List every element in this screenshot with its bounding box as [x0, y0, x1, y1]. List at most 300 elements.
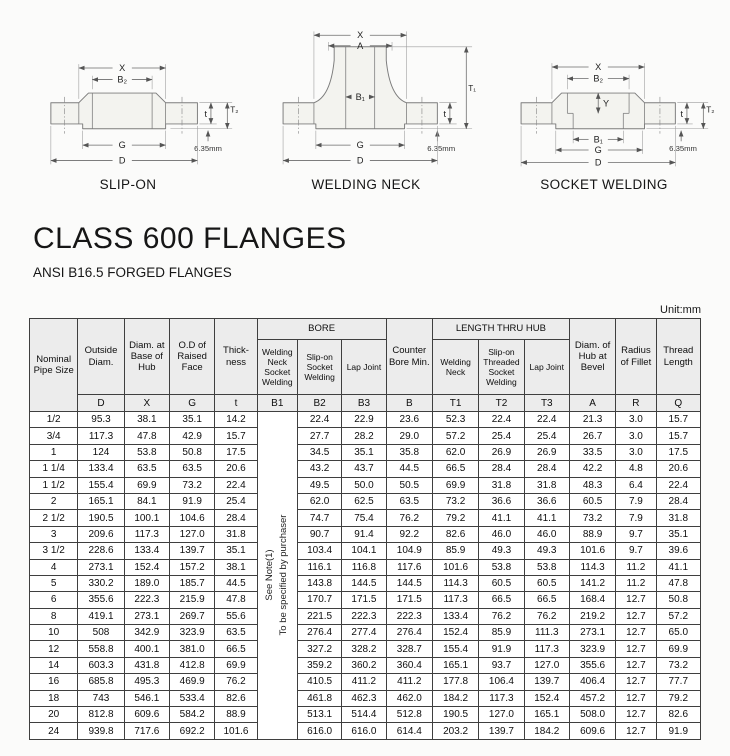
- figure-welding-neck: [248, 14, 484, 192]
- table-cell: 26.9: [479, 444, 524, 460]
- dim-label-b1: B₁: [355, 91, 365, 102]
- table-cell: 26.7: [569, 428, 615, 444]
- table-cell: 431.8: [124, 657, 169, 673]
- slip-on-diagram: [16, 14, 240, 176]
- table-cell: 50.5: [386, 477, 432, 493]
- table-cell: 28.4: [479, 461, 524, 477]
- table-cell: 114.3: [569, 559, 615, 575]
- table-cell: 462.3: [342, 690, 386, 706]
- table-cell: 165.1: [78, 493, 124, 509]
- table-row: [30, 641, 701, 657]
- table-cell: 12: [30, 641, 78, 657]
- table-cell: 273.1: [124, 608, 169, 624]
- table-cell: 457.2: [569, 690, 615, 706]
- table-cell: 124: [78, 444, 124, 460]
- table-cell: 47.8: [656, 575, 700, 591]
- table-cell: 69.9: [656, 641, 700, 657]
- table-cell: 42.2: [569, 461, 615, 477]
- table-cell: 219.2: [569, 608, 615, 624]
- table-cell: 15.7: [656, 412, 700, 428]
- table-cell: 327.2: [297, 641, 341, 657]
- table-row: [30, 444, 701, 460]
- table-cell: 35.1: [170, 412, 215, 428]
- header-diam-hub-bevel: Diam. of Hub at Bevel: [569, 319, 615, 395]
- table-cell: 410.5: [297, 674, 341, 690]
- table-cell: 4.8: [616, 461, 656, 477]
- table-cell: 57.2: [656, 608, 700, 624]
- table-cell: 171.5: [386, 592, 432, 608]
- table-cell: 76.2: [524, 608, 569, 624]
- header-nominal: Nominal Pipe Size: [30, 319, 78, 412]
- table-cell: 22.9: [342, 412, 386, 428]
- table-cell: 34.5: [297, 444, 341, 460]
- table-row: [30, 477, 701, 493]
- table-cell: 27.7: [297, 428, 341, 444]
- table-cell: 411.2: [386, 674, 432, 690]
- table-cell: 12.7: [616, 641, 656, 657]
- table-cell: 381.0: [170, 641, 215, 657]
- table-cell: 62.5: [342, 493, 386, 509]
- table-cell: 16: [30, 674, 78, 690]
- table-cell: 42.9: [170, 428, 215, 444]
- header-counter-bore: Counter Bore Min.: [386, 319, 432, 395]
- table-cell: 103.4: [297, 543, 341, 559]
- table-cell: 104.6: [170, 510, 215, 526]
- table-cell: 215.9: [170, 592, 215, 608]
- table-cell: 514.4: [342, 707, 386, 723]
- table-cell: 614.4: [386, 723, 432, 739]
- dim-label-note: 6.35mm: [669, 143, 697, 153]
- table-cell: 17.5: [656, 444, 700, 460]
- table-cell: 603.3: [78, 657, 124, 673]
- table-cell: 50.0: [342, 477, 386, 493]
- table-cell: 38.1: [215, 559, 257, 575]
- table-cell: 222.3: [342, 608, 386, 624]
- table-cell: 11.2: [616, 575, 656, 591]
- table-cell: 469.9: [170, 674, 215, 690]
- table-cell: 7.9: [616, 510, 656, 526]
- table-cell: 31.8: [524, 477, 569, 493]
- header-group-length-thru-hub: LENGTH THRU HUB: [432, 319, 569, 340]
- table-cell: 165.1: [524, 707, 569, 723]
- table-cell: 62.0: [297, 493, 341, 509]
- table-cell: 28.4: [656, 493, 700, 509]
- dim-label-y: Y: [603, 98, 610, 109]
- table-cell: 1 1/2: [30, 477, 78, 493]
- table-cell: 222.3: [124, 592, 169, 608]
- table-cell: 269.7: [170, 608, 215, 624]
- table-cell: 9.7: [616, 526, 656, 542]
- table-cell: 1 1/4: [30, 461, 78, 477]
- table-cell: 152.4: [124, 559, 169, 575]
- table-cell: 41.1: [479, 510, 524, 526]
- header-bore-lap-joint: Lap Joint: [342, 340, 386, 395]
- table-cell: 411.2: [342, 674, 386, 690]
- table-cell: 73.2: [569, 510, 615, 526]
- table-cell: 31.8: [215, 526, 257, 542]
- table-row: [30, 428, 701, 444]
- table-cell: 117.3: [479, 690, 524, 706]
- table-cell: 41.1: [524, 510, 569, 526]
- table-cell: 184.2: [524, 723, 569, 739]
- table-cell: 360.4: [386, 657, 432, 673]
- table-cell: 22.4: [479, 412, 524, 428]
- table-cell: 117.3: [432, 592, 478, 608]
- table-cell: 127.0: [170, 526, 215, 542]
- dim-label-a: A: [357, 41, 364, 52]
- table-cell: 609.6: [569, 723, 615, 739]
- table-cell: 44.5: [215, 575, 257, 591]
- table-cell: 101.6: [569, 543, 615, 559]
- unit-label: Unit:mm: [660, 304, 701, 316]
- table-cell: 508.0: [569, 707, 615, 723]
- table-cell: 48.3: [569, 477, 615, 493]
- table-cell: 139.7: [479, 723, 524, 739]
- table-cell: 508: [78, 625, 124, 641]
- table-cell: 419.1: [78, 608, 124, 624]
- table-cell: 76.2: [215, 674, 257, 690]
- table-cell: 276.4: [386, 625, 432, 641]
- table-cell: 63.5: [386, 493, 432, 509]
- table-cell: 168.4: [569, 592, 615, 608]
- table-body: [30, 412, 701, 740]
- table-cell: 88.9: [215, 707, 257, 723]
- table-cell: 3: [30, 526, 78, 542]
- table-cell: 33.5: [569, 444, 615, 460]
- table-cell: 139.7: [170, 543, 215, 559]
- table-cell: 3.0: [616, 444, 656, 460]
- table-row: [30, 723, 701, 739]
- table-cell: 328.2: [342, 641, 386, 657]
- table-cell: 222.3: [386, 608, 432, 624]
- symbol-cell: B: [386, 395, 432, 412]
- table-cell: 355.6: [569, 657, 615, 673]
- diagrams-section: [0, 0, 730, 192]
- table-row: [30, 707, 701, 723]
- table-cell: 18: [30, 690, 78, 706]
- table-row: [30, 592, 701, 608]
- table-cell: 60.5: [569, 493, 615, 509]
- table-cell: 3 1/2: [30, 543, 78, 559]
- table-cell: 355.6: [78, 592, 124, 608]
- table-cell: 170.7: [297, 592, 341, 608]
- table-cell: 276.4: [297, 625, 341, 641]
- table-cell: 91.4: [342, 526, 386, 542]
- table-cell: 152.4: [432, 625, 478, 641]
- table-cell: 28.4: [215, 510, 257, 526]
- table-cell: 12.7: [616, 707, 656, 723]
- table-cell: 66.5: [432, 461, 478, 477]
- table-row: [30, 674, 701, 690]
- symbol-cell: Q: [656, 395, 700, 412]
- b1-note-cell: [257, 412, 297, 740]
- table-cell: 117.3: [124, 526, 169, 542]
- table-cell: 25.4: [524, 428, 569, 444]
- table-cell: 35.1: [342, 444, 386, 460]
- symbol-cell: G: [170, 395, 215, 412]
- table-cell: 35.1: [215, 543, 257, 559]
- diagram-caption: WELDING NECK: [311, 177, 421, 192]
- dim-label-t: t: [204, 109, 208, 120]
- table-cell: 23.6: [386, 412, 432, 428]
- table-cell: 35.8: [386, 444, 432, 460]
- table-cell: 29.0: [386, 428, 432, 444]
- table-cell: 14: [30, 657, 78, 673]
- table-cell: 3/4: [30, 428, 78, 444]
- table-cell: 400.1: [124, 641, 169, 657]
- table-cell: 717.6: [124, 723, 169, 739]
- table-cell: 44.5: [386, 461, 432, 477]
- table-cell: 692.2: [170, 723, 215, 739]
- table-cell: 36.6: [524, 493, 569, 509]
- table-cell: 57.2: [432, 428, 478, 444]
- table-row: [30, 657, 701, 673]
- table-cell: 93.7: [479, 657, 524, 673]
- header-radius-fillet: Radius of Fillet: [616, 319, 656, 395]
- table-cell: 328.7: [386, 641, 432, 657]
- dim-label-g: G: [356, 140, 364, 151]
- table-cell: 177.8: [432, 674, 478, 690]
- table-cell: 25.4: [215, 493, 257, 509]
- table-cell: 69.9: [432, 477, 478, 493]
- table-cell: 3.0: [616, 428, 656, 444]
- table-cell: 63.5: [215, 625, 257, 641]
- table-cell: 43.2: [297, 461, 341, 477]
- table-cell: 359.2: [297, 657, 341, 673]
- dim-label-d: D: [356, 155, 364, 166]
- table-cell: 144.5: [386, 575, 432, 591]
- b1-note-line2: To be specified by purchaser: [278, 514, 290, 636]
- table-cell: 143.8: [297, 575, 341, 591]
- table-row: [30, 412, 701, 428]
- page-title: CLASS 600 FLANGES: [33, 222, 347, 255]
- table-cell: 20.6: [656, 461, 700, 477]
- table-cell: 513.1: [297, 707, 341, 723]
- table-cell: 46.0: [524, 526, 569, 542]
- header-bore-slip-on: Slip-on Socket Welding: [297, 340, 341, 395]
- table-cell: 273.1: [569, 625, 615, 641]
- table-cell: 49.3: [524, 543, 569, 559]
- table-cell: 12.7: [616, 608, 656, 624]
- table-cell: 155.4: [78, 477, 124, 493]
- table-cell: 60.5: [524, 575, 569, 591]
- table-cell: 43.7: [342, 461, 386, 477]
- table-cell: 189.0: [124, 575, 169, 591]
- table-cell: 139.7: [524, 674, 569, 690]
- table-cell: 47.8: [124, 428, 169, 444]
- table-cell: 533.4: [170, 690, 215, 706]
- table-cell: 203.2: [432, 723, 478, 739]
- table-cell: 92.2: [386, 526, 432, 542]
- table-cell: 52.3: [432, 412, 478, 428]
- table-cell: 461.8: [297, 690, 341, 706]
- table-cell: 277.4: [342, 625, 386, 641]
- header-diam-base-hub: Diam. at Base of Hub: [124, 319, 169, 395]
- table-cell: 26.9: [524, 444, 569, 460]
- table-cell: 3.0: [616, 412, 656, 428]
- table-cell: 49.3: [479, 543, 524, 559]
- table-cell: 558.8: [78, 641, 124, 657]
- table-cell: 6.4: [616, 477, 656, 493]
- table-cell: 584.2: [170, 707, 215, 723]
- table-cell: 127.0: [524, 657, 569, 673]
- table-cell: 65.0: [656, 625, 700, 641]
- dim-label-t: t: [443, 109, 447, 120]
- table-cell: 609.6: [124, 707, 169, 723]
- table-cell: 1/2: [30, 412, 78, 428]
- diagram-caption: SLIP-ON: [99, 177, 157, 192]
- symbol-cell: D: [78, 395, 124, 412]
- table-cell: 85.9: [432, 543, 478, 559]
- table-cell: 91.9: [170, 493, 215, 509]
- table-cell: 743: [78, 690, 124, 706]
- symbol-cell: T3: [524, 395, 569, 412]
- table-cell: 53.8: [524, 559, 569, 575]
- table-cell: 616.0: [297, 723, 341, 739]
- table-cell: 185.7: [170, 575, 215, 591]
- table-row: [30, 493, 701, 509]
- table-cell: 114.3: [432, 575, 478, 591]
- table-cell: 323.9: [569, 641, 615, 657]
- table-cell: 101.6: [432, 559, 478, 575]
- table-cell: 82.6: [432, 526, 478, 542]
- table-cell: 939.8: [78, 723, 124, 739]
- dim-label-g: G: [118, 140, 126, 151]
- table-cell: 85.9: [479, 625, 524, 641]
- table-cell: 79.2: [656, 690, 700, 706]
- symbol-cell: B3: [342, 395, 386, 412]
- flange-dimensions-table: [29, 318, 701, 740]
- dim-label-T2: T₂: [230, 105, 239, 115]
- table-cell: 1: [30, 444, 78, 460]
- table-cell: 10: [30, 625, 78, 641]
- table-cell: 190.5: [78, 510, 124, 526]
- table-cell: 55.6: [215, 608, 257, 624]
- table-cell: 127.0: [479, 707, 524, 723]
- table-row: [30, 526, 701, 542]
- header-thread-length: Thread Length: [656, 319, 700, 395]
- dim-label-x: X: [357, 30, 364, 41]
- dim-label-x: X: [595, 61, 602, 72]
- symbol-cell: R: [616, 395, 656, 412]
- table-cell: 49.5: [297, 477, 341, 493]
- title-block: [33, 222, 730, 280]
- table-cell: 15.7: [215, 428, 257, 444]
- table-cell: 22.4: [297, 412, 341, 428]
- header-lth-welding-neck: Welding Neck: [432, 340, 478, 395]
- header-bore-welding-neck: Welding Neck Socket Welding: [257, 340, 297, 395]
- dim-label-b2: B₂: [593, 73, 604, 84]
- table-cell: 12.7: [616, 625, 656, 641]
- symbol-cell: T1: [432, 395, 478, 412]
- table-cell: 100.1: [124, 510, 169, 526]
- table-cell: 73.2: [170, 477, 215, 493]
- table-row: [30, 575, 701, 591]
- header-lth-lap-joint: Lap Joint: [524, 340, 569, 395]
- table-cell: 117.6: [386, 559, 432, 575]
- dim-label-x: X: [119, 62, 126, 73]
- table-cell: 77.7: [656, 674, 700, 690]
- table-cell: 116.1: [297, 559, 341, 575]
- table-cell: 84.1: [124, 493, 169, 509]
- table-cell: 53.8: [479, 559, 524, 575]
- table-cell: 104.1: [342, 543, 386, 559]
- table-cell: 66.5: [215, 641, 257, 657]
- table-cell: 5: [30, 575, 78, 591]
- welding-neck-diagram: [254, 14, 478, 176]
- symbol-cell: T2: [479, 395, 524, 412]
- table-cell: 46.0: [479, 526, 524, 542]
- table-cell: 75.4: [342, 510, 386, 526]
- table-cell: 35.1: [656, 526, 700, 542]
- table-cell: 15.7: [656, 428, 700, 444]
- table-cell: 91.9: [656, 723, 700, 739]
- table-cell: 165.1: [432, 657, 478, 673]
- header-outside-diam: Outside Diam.: [78, 319, 124, 395]
- table-cell: 17.5: [215, 444, 257, 460]
- table-cell: 462.0: [386, 690, 432, 706]
- table-cell: 184.2: [432, 690, 478, 706]
- header-od-raised-face: O.D of Raised Face: [170, 319, 215, 395]
- symbol-cell: X: [124, 395, 169, 412]
- table-cell: 95.3: [78, 412, 124, 428]
- dim-label-T2: T₂: [706, 105, 715, 115]
- symbol-cell: A: [569, 395, 615, 412]
- table-cell: 38.1: [124, 412, 169, 428]
- table-row: [30, 559, 701, 575]
- dim-label-t: t: [680, 109, 684, 120]
- symbol-cell: t: [215, 395, 257, 412]
- table-cell: 12.7: [616, 657, 656, 673]
- table-cell: 20: [30, 707, 78, 723]
- table-cell: 323.9: [170, 625, 215, 641]
- table-cell: 101.6: [215, 723, 257, 739]
- table-cell: 28.4: [524, 461, 569, 477]
- table-cell: 79.2: [432, 510, 478, 526]
- table-cell: 8: [30, 608, 78, 624]
- table-cell: 24: [30, 723, 78, 739]
- dim-label-b1: B₁: [593, 134, 603, 145]
- table-cell: 152.4: [524, 690, 569, 706]
- table-cell: 144.5: [342, 575, 386, 591]
- dim-label-g: G: [594, 144, 602, 155]
- socket-welding-diagram: [492, 14, 716, 176]
- table-cell: 76.2: [386, 510, 432, 526]
- figure-slip-on: [10, 14, 246, 192]
- table-cell: 20.6: [215, 461, 257, 477]
- table-cell: 133.4: [124, 543, 169, 559]
- table-cell: 6: [30, 592, 78, 608]
- table-cell: 63.5: [170, 461, 215, 477]
- table-cell: 106.4: [479, 674, 524, 690]
- table-cell: 69.9: [215, 657, 257, 673]
- table-cell: 22.4: [524, 412, 569, 428]
- table-cell: 22.4: [656, 477, 700, 493]
- b1-note-line1: See Note(1): [264, 549, 276, 602]
- header-group-bore: BORE: [257, 319, 386, 340]
- table-cell: 47.8: [215, 592, 257, 608]
- table-cell: 7.9: [616, 493, 656, 509]
- table-cell: 190.5: [432, 707, 478, 723]
- dim-label-note: 6.35mm: [194, 143, 222, 153]
- table-row: [30, 510, 701, 526]
- table-cell: 133.4: [432, 608, 478, 624]
- table-cell: 4: [30, 559, 78, 575]
- table-cell: 2: [30, 493, 78, 509]
- table-row: [30, 625, 701, 641]
- table-cell: 412.8: [170, 657, 215, 673]
- table-cell: 209.6: [78, 526, 124, 542]
